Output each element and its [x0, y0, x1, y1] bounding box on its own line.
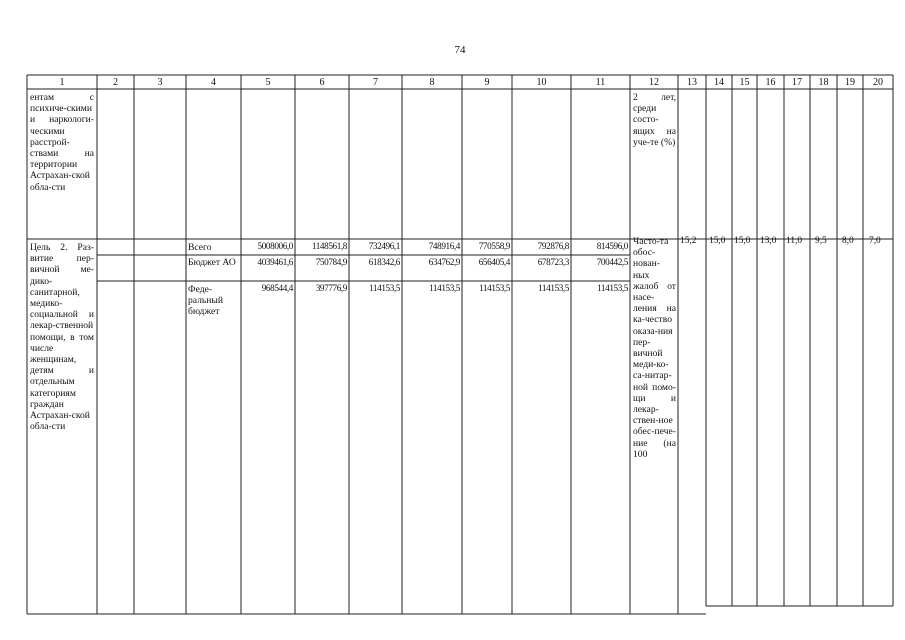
header-cell: 3 — [157, 77, 163, 88]
header-cell: 16 — [765, 77, 776, 88]
funding-value: 1148561,8 — [311, 241, 347, 251]
header-cell: 1 — [59, 77, 65, 88]
row-a-goal-text: ентам с психиче-скими и наркологи-ческими расстрой-ствами на территории Астрахан-ской обла-сти — [30, 92, 94, 193]
funding-value: 656405,4 — [478, 257, 510, 267]
funding-value: 750784,9 — [315, 257, 347, 267]
indicator-value: 15,0 — [734, 236, 751, 246]
indicator-value: 8,0 — [842, 236, 854, 246]
header-cell: 9 — [484, 77, 490, 88]
header-cell: 10 — [536, 77, 547, 88]
header-cell: 19 — [845, 77, 855, 88]
header-cell: 5 — [265, 77, 271, 88]
header-cell: 4 — [211, 77, 216, 88]
funding-value: 618342,6 — [368, 257, 400, 267]
indicator-value: 13,0 — [760, 236, 777, 246]
page-number: 74 — [454, 44, 466, 56]
funding-value: 397776,9 — [315, 283, 347, 293]
header-cell: 13 — [687, 77, 697, 88]
header-cell: 2 — [113, 77, 118, 88]
funding-value: 770558,9 — [478, 241, 510, 251]
funding-value: 634762,9 — [428, 257, 460, 267]
funding-value: 814596,0 — [596, 241, 628, 251]
funding-value: 114153,5 — [369, 283, 400, 293]
header-cell: 20 — [873, 77, 883, 88]
header-cell: 15 — [739, 77, 750, 88]
indicator-value: 15,0 — [709, 236, 726, 246]
row-b-indicator-text: Часто-та обос-нован-ных жалоб от насе-ления на ка-чество оказа-ния пер-вичной меди-ко-са-нитар-ной помо-щи и лекар-ствен-ное обес-пече-ние (на 100 — [633, 236, 676, 460]
funding-value: 748916,4 — [428, 241, 460, 251]
funding-value: 732496,1 — [368, 241, 400, 251]
header-cell: 8 — [429, 77, 435, 88]
header-cell: 6 — [319, 77, 325, 88]
funding-value: 114153,5 — [597, 283, 628, 293]
funding-source-regional: Бюджет АО — [188, 257, 236, 268]
funding-value: 114153,5 — [429, 283, 460, 293]
header-cell: 18 — [818, 77, 829, 88]
funding-value: 968544,4 — [261, 283, 293, 293]
row-b-goal-text: Цель 2. Раз-витие пер-вичной ме-дико-санитарной, медико-социальной и лекар-ственной помощи, в том числе женщинам, детям и отдельным категориям граждан Астрахан-ской обла-сти — [30, 242, 94, 433]
header-cell: 14 — [714, 77, 724, 88]
funding-value: 792876,8 — [537, 241, 569, 251]
header-cell: 7 — [373, 77, 378, 88]
indicator-value: 15,2 — [680, 236, 697, 246]
header-cell: 11 — [595, 77, 606, 88]
funding-value: 114153,5 — [538, 283, 569, 293]
header-cell: 12 — [649, 77, 659, 88]
row-a-indicator-text: 2 лет, среди состо-ящих на уче-те (%) — [633, 92, 676, 148]
funding-value: 5008006,0 — [257, 241, 293, 251]
funding-value: 678723,3 — [537, 257, 569, 267]
funding-source-total: Всего — [188, 242, 212, 253]
indicator-value: 11,0 — [786, 236, 803, 246]
funding-value: 4039461,6 — [257, 257, 293, 267]
funding-value: 114153,5 — [479, 283, 510, 293]
indicator-value: 7,0 — [869, 236, 881, 246]
funding-source-federal: Феде-ральный бюджет — [188, 284, 224, 318]
indicator-value: 9,5 — [815, 236, 827, 246]
header-cell: 17 — [792, 77, 802, 88]
funding-value: 700442,5 — [596, 257, 628, 267]
